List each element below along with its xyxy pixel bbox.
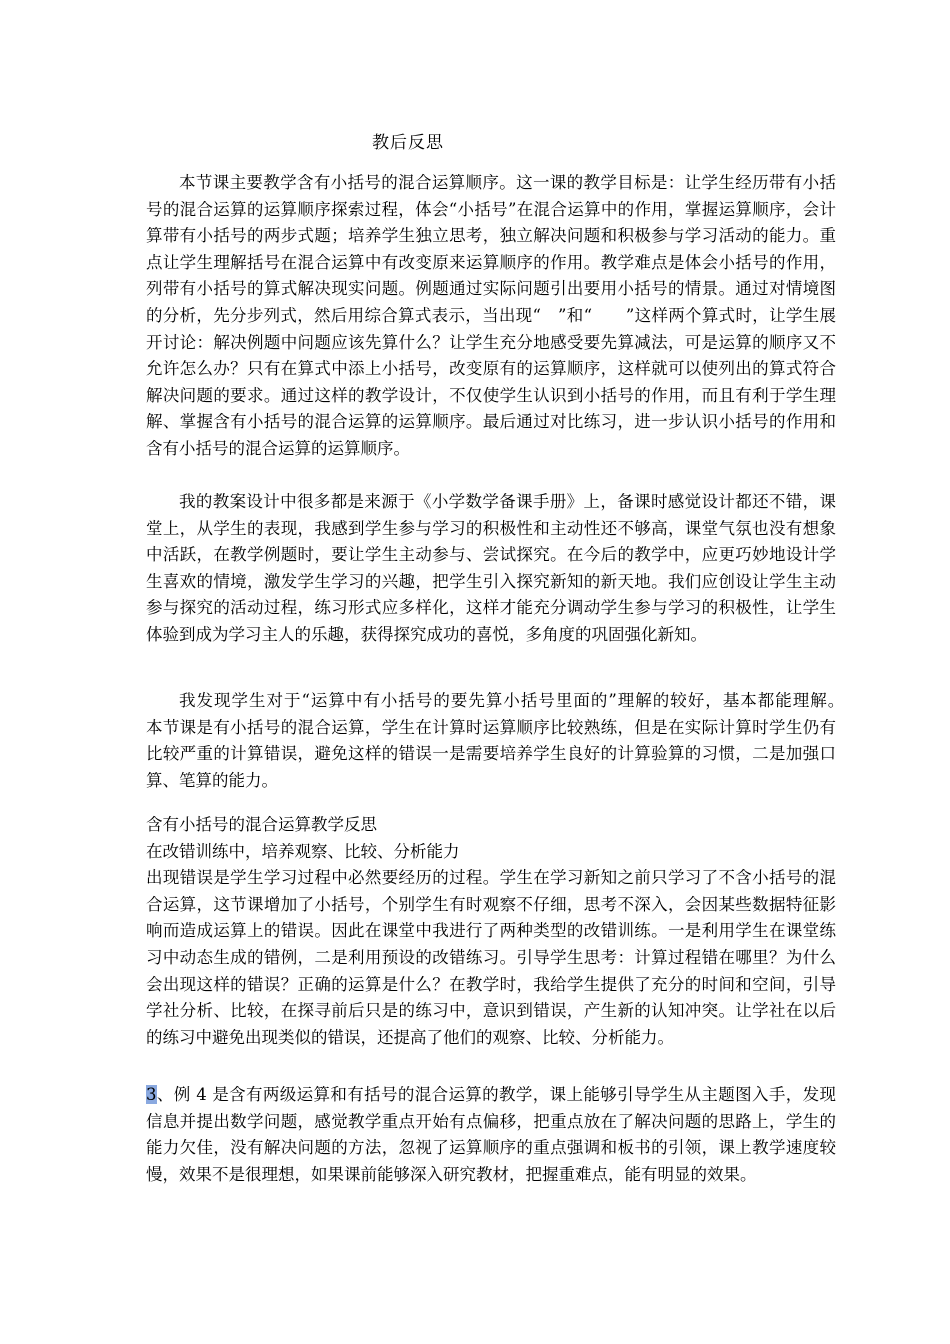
paragraph-student-understanding: 我发现学生对于“运算中有小括号的要先算小括号里面的”理解的较好，基本都能理解。 本节课是有小括号的混合运算，学生在计算时运算顺序比较熟练，但是在实际计算时学生仍有比较严重的计算错误，避免这样的错误一是需要培养学生良好的计算验算的习惯，二是加强口算、笔算的能力。 [146,691,869,790]
section-heading: 含有小括号的混合运算教学反思 [146,815,377,834]
page-title: 教后反思 [372,133,444,153]
paragraph-error-training: 出现错误是学生学习过程中必然要经历的过程。学生在学习新知之前只学习了不含小括号的混合运算，这节课增加了小括号，个别学生有时观察不仔细，思考不深入，会因某些数据特征影响而造成运算上的错误。因此在课堂中我进行了两种类型的改错训练。一是利用学生在课堂练习中动态生成的错例，二是利用预设的改错练习。引导学生思考：计算过程错在哪里？为什么会出现这样的错误？正确的运算是什么？在教学时，我给学生提供了充分的时间和空间，引导学社分析、比较，在探寻前后只是的练习中，意识到错误，产生新的认知冲突。让学社在以后的练习中避免出现类似的错误，还提高了他们的观察、比较、分析能力。 [146,868,836,1047]
paragraph-example-4-text: 、例 4 是含有两级运算和有括号的混合运算的教学，课上能够引导学生从主题图入手，发现信息并提出数学问题，感觉教学重点开始有点偏移，把重点放在了解决问题的思路上，学生的能力欠佳，没有解决问题的方法，忽视了运算顺序的重点强调和板书的引领，课上教学速度较慢，效果不是很理想，如果课前能够深入研究教材，把握重难点，能有明显的效果。 [146,1085,836,1184]
section-error-training [146,812,836,1051]
paragraph-objectives: 本节课主要教学含有小括号的混合运算顺序。这一课的教学目标是：让学生经历带有小括号的混合运算的运算顺序探索过程，体会“小括号”在混合运算中的作用，掌握运算顺序，会计算带有小括号的两步式题；培养学生独立思考，独立解决问题和积极参与学习活动的能力。重点让学生理解括号在混合运算中有改变原来运算顺序的作用。教学难点是体会小括号的作用，列带有小括号的算式解决现实问题。例题通过实际问题引出要用小括号的情景。通过对情境图的分析，先分步列式，然后用综合算式表示，当出现“ ”和“ ”这样两个算式时，让学生展开讨论：解决例题中问题应该先算什么？让学生充分地感受要先算减法，可是运算的顺序又不允许怎么办？只有在算式中添上小括号，改变原有的运算顺序，这样就可以使列出的算式符合解决问题的要求。通过这样的教学设计，不仅使学生认识到小括号的作用，而且有利于学生理解、掌握含有小括号的混合运算的运算顺序。最后通过对比练习，进一步认识小括号的作用和含有小括号的混合运算的运算顺序。 [146,173,836,458]
paragraph-lesson-design: 我的教案设计中很多都是来源于《小学数学备课手册》上，备课时感觉设计都还不错，课堂上，从学生的表现，我感到学生参与学习的积极性和主动性还不够高，课堂气氛也没有想象中活跃，在教学例题时，要让学生主动参与、尝试探究。在今后的教学中，应更巧妙地设计学生喜欢的情境，激发学生学习的兴趣，把学生引入探究新知的新天地。我们应创设让学生主动参与探究的活动过程，练习形式应多样化，这样才能充分调动学生参与学习的积极性，让学生体验到成为学习主人的乐趣，获得探究成功的喜悦，多角度的巩固强化新知。 [146,492,836,644]
section-subheading: 在改错训练中，培养观察、比较、分析能力 [146,841,460,861]
paragraph-example-4 [146,1082,836,1188]
selected-number-marker[interactable]: 3 [146,1085,157,1104]
